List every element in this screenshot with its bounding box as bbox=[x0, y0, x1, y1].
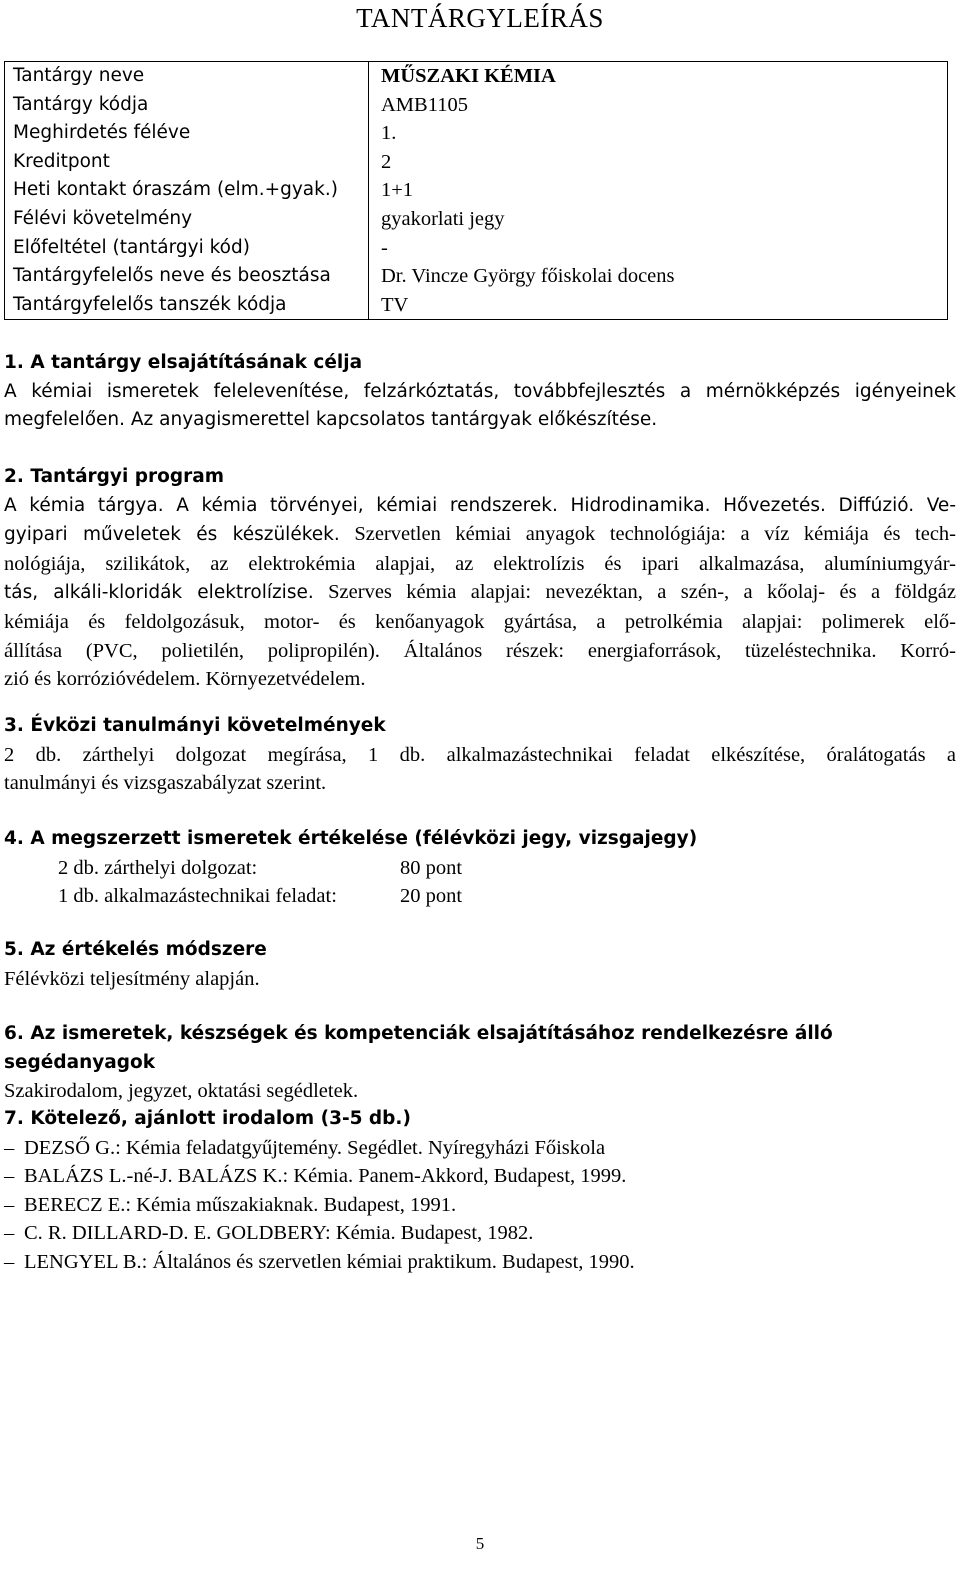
score-points: 20 pont bbox=[400, 885, 463, 908]
paragraph-line: zió és korrózióvédelem. Környezetvédelem. bbox=[4, 668, 366, 691]
literature-text: BALÁZS L.-né-J. BALÁZS K.: Kémia. Panem-Akkord, Budapest, 1999. bbox=[24, 1165, 627, 1188]
literature-text: BERECZ E.: Kémia műszakiaknak. Budapest, 1991. bbox=[24, 1193, 457, 1216]
section-method bbox=[4, 936, 956, 993]
info-row bbox=[5, 119, 948, 148]
info-row bbox=[5, 262, 948, 291]
literature-item bbox=[4, 1191, 956, 1220]
section-heading: 3. Évközi tanulmányi követelmények bbox=[4, 715, 386, 736]
section-heading: 1. A tantárgy elsajátításának célja bbox=[4, 352, 363, 373]
info-label: Heti kontakt óraszám (elm.+gyak.) bbox=[5, 176, 369, 205]
info-row bbox=[5, 62, 948, 91]
bullet-dash: – bbox=[4, 1193, 15, 1216]
score-item: 1 db. alkalmazástechnikai feladat: bbox=[58, 885, 337, 908]
info-value: 1. bbox=[369, 119, 948, 148]
section-evaluation bbox=[4, 825, 956, 911]
section-heading: 2. Tantárgyi program bbox=[4, 466, 224, 487]
paragraph-line: nológiája, szilikátok, az elektrokémia alapjai, az elektrolízis és ipari alkalmazása, alumíniumgyár- bbox=[4, 552, 956, 575]
section-heading: 5. Az értékelés módszere bbox=[4, 939, 267, 960]
section-literature bbox=[4, 1105, 956, 1277]
paragraph-line: A kémiai ismeretek felelevenítése, felzárkóztatás, továbbfejlesztés a mérnökképzés igényeinek bbox=[4, 380, 956, 402]
text-run: Szervetlen kémiai anyagok technológiája: a víz kémiája és tech- bbox=[339, 523, 956, 546]
info-value: TV bbox=[369, 291, 948, 320]
section-materials bbox=[4, 1020, 956, 1106]
score-row bbox=[4, 854, 956, 883]
info-row bbox=[5, 205, 948, 234]
paragraph-line: kémiája és feldolgozásuk, motor- és kenőanyagok gyártása, a petrolkémia alapjai: polimerek elő- bbox=[4, 610, 956, 633]
paragraph-line: A kémia tárgya. A kémia törvényei, kémiai rendszerek. Hidrodinamika. Hővezetés. Diffúzió. Ve- bbox=[4, 494, 956, 516]
literature-text: C. R. DILLARD-D. E. GOLDBERY: Kémia. Budapest, 1982. bbox=[24, 1222, 534, 1245]
paragraph-line: 2 db. zárthelyi dolgozat megírása, 1 db. alkalmazástechnikai feladat elkészítése, óralátogatás a bbox=[4, 743, 956, 766]
literature-item bbox=[4, 1162, 956, 1191]
info-value: AMB1105 bbox=[369, 91, 948, 120]
info-value: gyakorlati jegy bbox=[369, 205, 948, 234]
info-value: MŰSZAKI KÉMIA bbox=[369, 62, 948, 91]
paragraph-line: Félévközi teljesítmény alapján. bbox=[4, 967, 260, 990]
info-label: Tantárgy kódja bbox=[5, 91, 369, 120]
paragraph-line bbox=[4, 578, 956, 608]
course-info-table bbox=[4, 61, 948, 320]
section-heading: 7. Kötelező, ajánlott irodalom (3-5 db.) bbox=[4, 1108, 411, 1129]
info-label: Kreditpont bbox=[5, 148, 369, 177]
paragraph-line: állítása (PVC, polietilén, polipropilén). Általános részek: energiaforrások, tüzeléstechnika. Korró- bbox=[4, 639, 956, 662]
page-number: 5 bbox=[475, 1534, 485, 1553]
info-value: Dr. Vincze György főiskolai docens bbox=[369, 262, 948, 291]
literature-item bbox=[4, 1219, 956, 1248]
info-label: Tantárgyfelelős tanszék kódja bbox=[5, 291, 369, 320]
bullet-dash: – bbox=[4, 1165, 15, 1188]
paragraph-line: megfelelően. Az anyagismerettel kapcsolatos tantárgyak előkészítése. bbox=[4, 409, 658, 431]
info-label: Meghirdetés féléve bbox=[5, 119, 369, 148]
section-requirements bbox=[4, 712, 956, 798]
info-label: Tantárgy neve bbox=[5, 62, 369, 91]
literature-item bbox=[4, 1248, 956, 1277]
score-row bbox=[4, 882, 956, 911]
info-label: Előfeltétel (tantárgyi kód) bbox=[5, 234, 369, 263]
text-run: tás, alkáli-kloridák elektrolízise. bbox=[4, 582, 314, 604]
info-value: - bbox=[369, 234, 948, 263]
info-row bbox=[5, 91, 948, 120]
section-goal bbox=[4, 349, 956, 435]
paragraph-line: tanulmányi és vizsgaszabályzat szerint. bbox=[4, 772, 327, 795]
bullet-dash: – bbox=[4, 1250, 15, 1273]
page-title: TANTÁRGYLEÍRÁS bbox=[356, 3, 604, 33]
literature-text: DEZSŐ G.: Kémia feladatgyűjtemény. Segédlet. Nyíregyházi Főiskola bbox=[24, 1136, 606, 1159]
info-row bbox=[5, 148, 948, 177]
literature-text: LENGYEL B.: Általános és szervetlen kémiai praktikum. Budapest, 1990. bbox=[24, 1250, 635, 1273]
info-row bbox=[5, 234, 948, 263]
literature-item bbox=[4, 1134, 956, 1163]
section-heading: 6. Az ismeretek, készségek és kompetenciák elsajátításához rendelkezésre álló segédanyagok bbox=[4, 1023, 833, 1073]
info-row bbox=[5, 176, 948, 205]
bullet-dash: – bbox=[4, 1222, 15, 1245]
paragraph-line bbox=[4, 520, 956, 550]
info-label: Tantárgyfelelős neve és beosztása bbox=[5, 262, 369, 291]
section-heading: 4. A megszerzett ismeretek értékelése (félévközi jegy, vizsgajegy) bbox=[4, 828, 698, 849]
info-label: Félévi követelmény bbox=[5, 205, 369, 234]
score-points: 80 pont bbox=[400, 856, 463, 879]
text-run: Szerves kémia alapjai: nevezéktan, a szén-, a kőolaj- és a földgáz bbox=[313, 581, 956, 604]
text-run: gyipari műveletek és készülékek. bbox=[4, 524, 340, 546]
info-value: 2 bbox=[369, 148, 948, 177]
score-item: 2 db. zárthelyi dolgozat: bbox=[58, 856, 258, 879]
paragraph-line: Szakirodalom, jegyzet, oktatási segédletek. bbox=[4, 1080, 359, 1103]
info-row bbox=[5, 291, 948, 320]
section-program bbox=[4, 463, 956, 694]
bullet-dash: – bbox=[4, 1136, 15, 1159]
info-value: 1+1 bbox=[369, 176, 948, 205]
